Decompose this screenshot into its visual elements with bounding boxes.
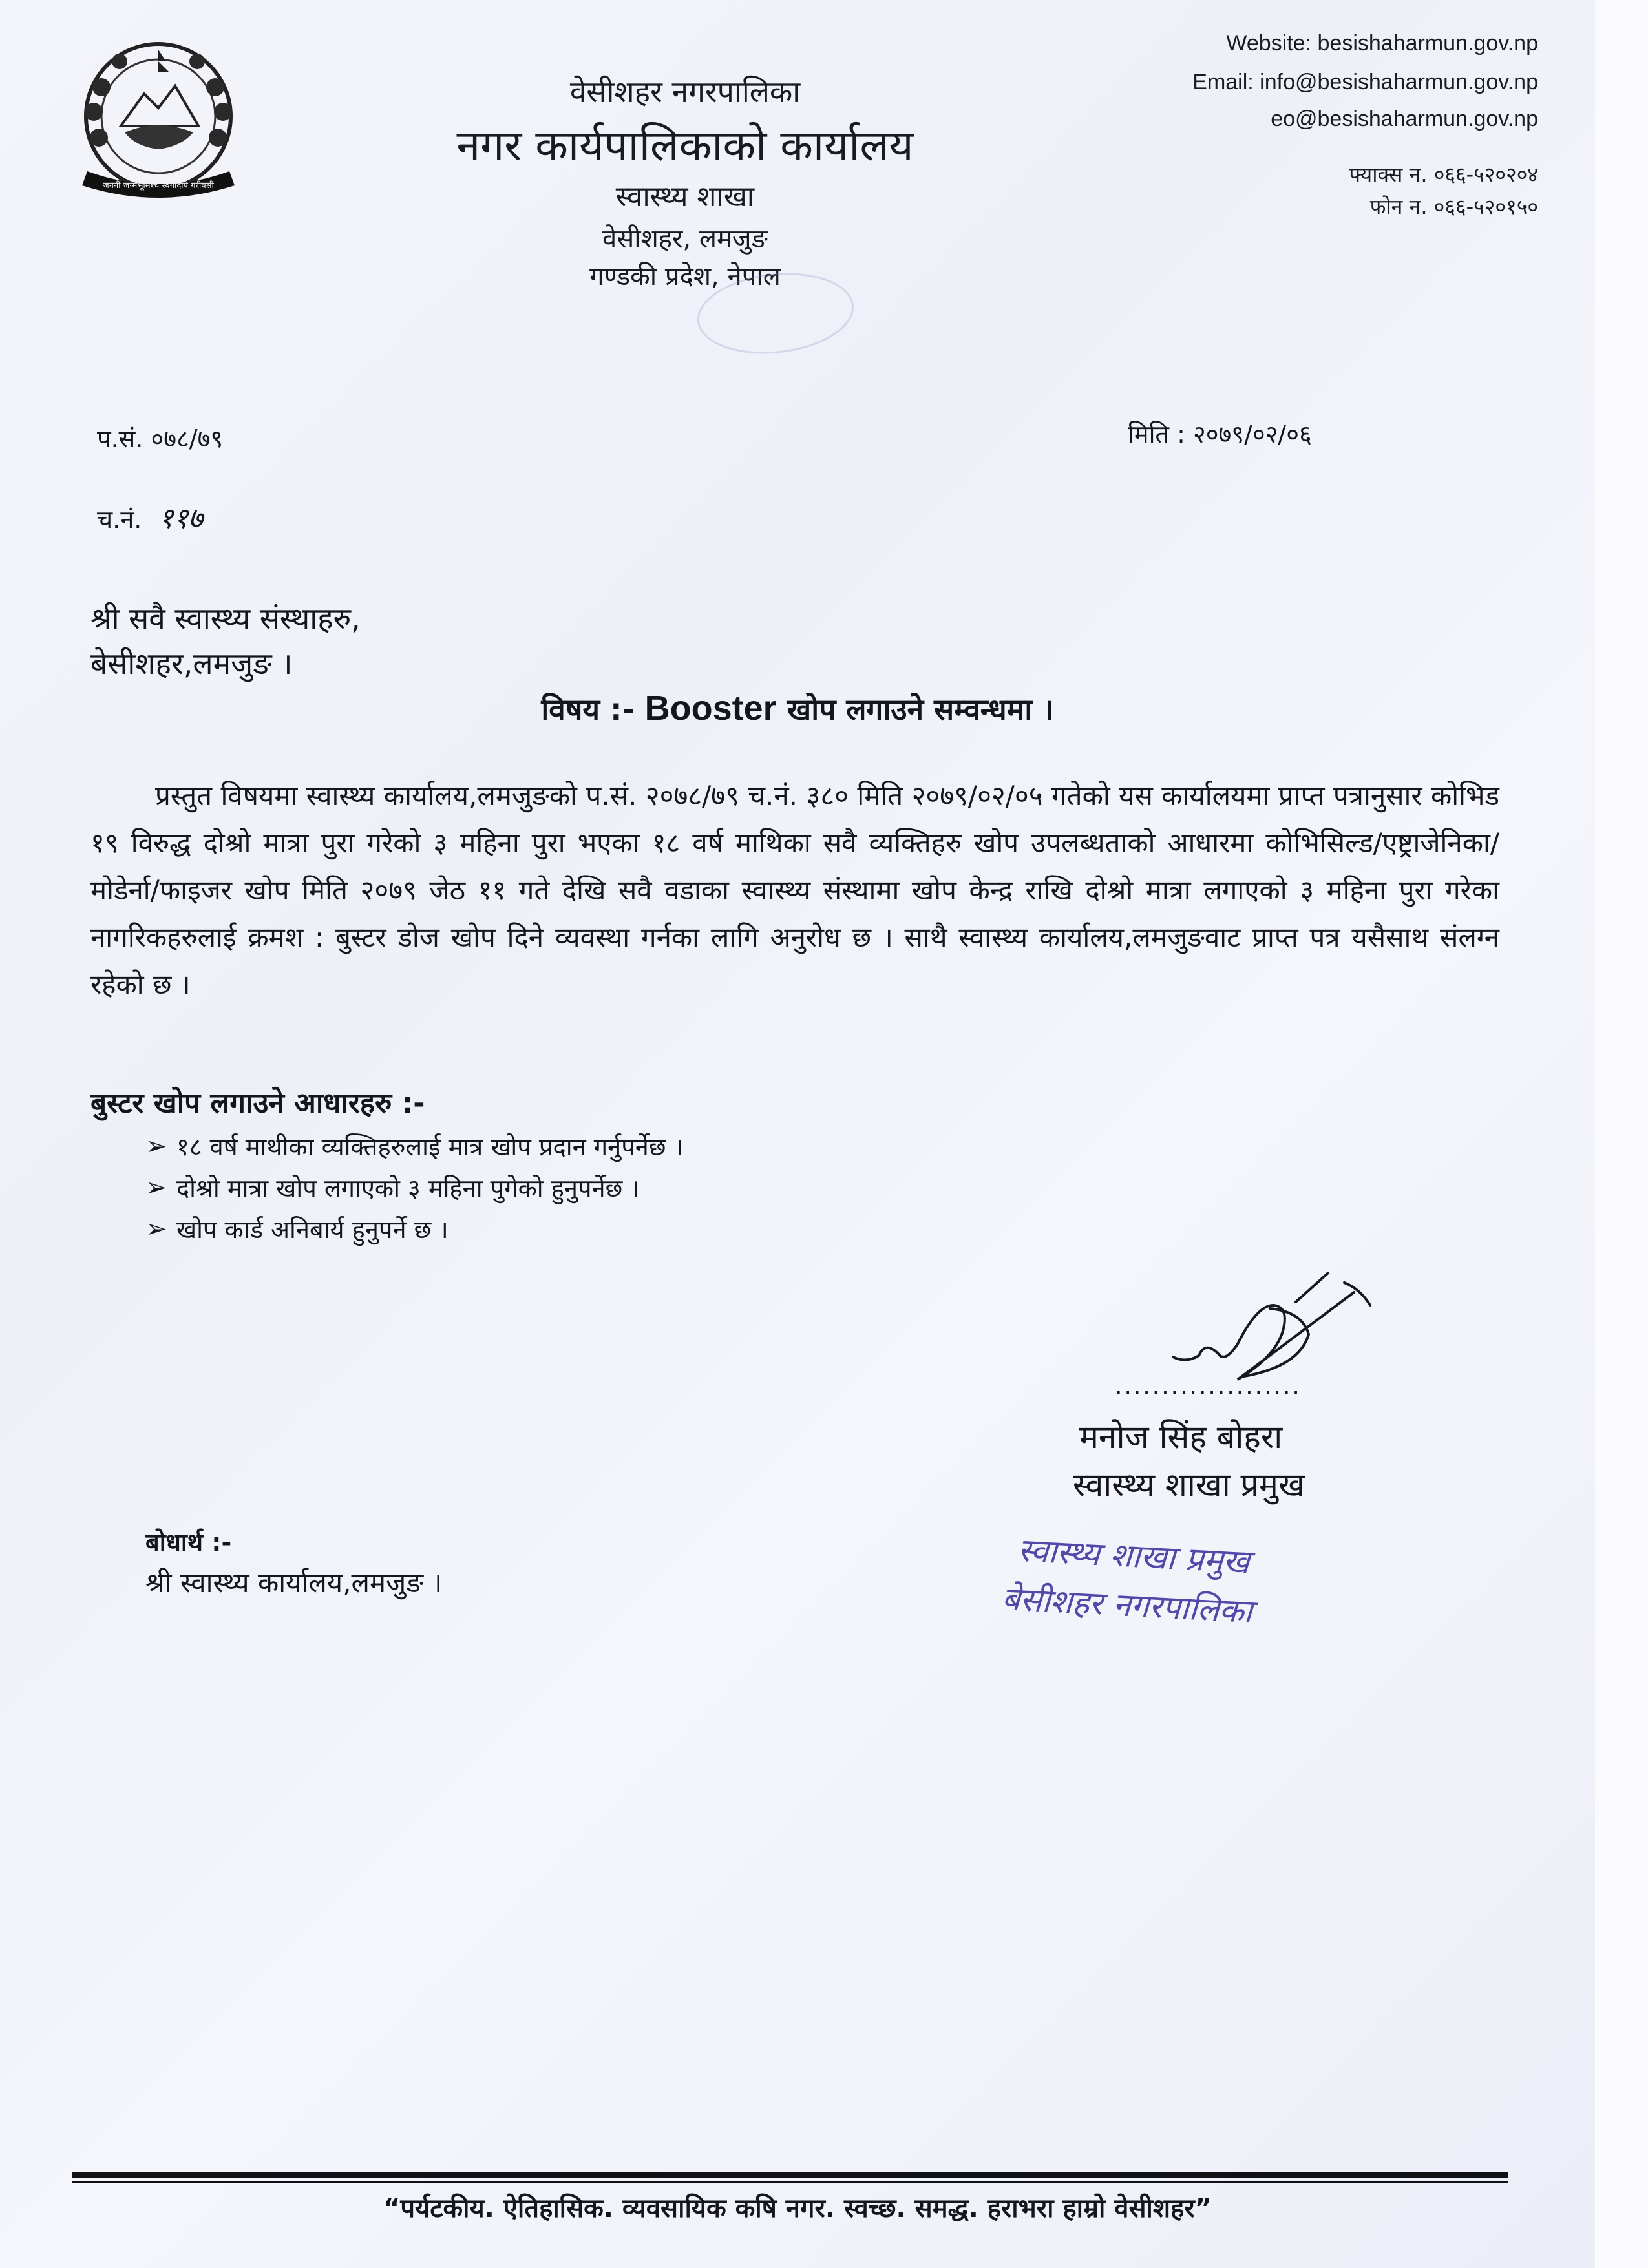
addressee-line-1: श्री सवै स्वास्थ्य संस्थाहरु, — [90, 601, 361, 636]
footer-motto: “पर्यटकीय. ऐतिहासिक. व्यवसायिक कषि नगर. स्वच्छ. समद्ध. हराभरा हाम्रो वेसीशहर” — [383, 2194, 1212, 2223]
body-paragraph: प्रस्तुत विषयमा स्वास्थ्य कार्यालय,लमजुङको प.सं. २०७८/७९ च.नं. ३८० मिति २०७९/०२/०५ गतेको यस कार्यालयमा प्राप्त पत्रानुसार कोभिड १९ विरुद्ध दोश्रो मात्रा पुरा गरेको ३ महिना पुरा भएका १८ वर्ष माथिका सवै व्यक्तिहरु खोप उपलब्धताको आधारमा कोभिसिल्ड/एष्ट्राजेनिका/मोडेर्ना/फाइजर खोप मिति २०७९ जेठ ११ गते देखि सवै वडाका स्वास्थ्य संस्थामा खोप केन्द्र राखि दोश्रो मात्रा लगाएको ३ महिना पुरा गरेका नागरिकहरुलाई क्रमश : बुस्टर डोज खोप दिने व्यवस्था गर्नका लागि अनुरोध छ । साथै स्वास्थ्य कार्यालय,लमजुङवाट प्राप्त पत्र यसैसाथ संलग्न रहेको छ । — [90, 780, 1499, 1000]
letter-body — [90, 772, 1499, 1008]
contact-email: Email: info@besishaharmun.gov.np — [1192, 70, 1538, 94]
addressee-line-2: बेसीशहर,लमजुङ । — [90, 646, 293, 681]
signer-name: मनोज सिंह बोहरा — [1079, 1418, 1283, 1456]
office-province: गण्डकी प्रदेश, नेपाल — [589, 262, 781, 291]
cc-recipient: श्री स्वास्थ्य कार्यालय,लमजुङ । — [145, 1567, 443, 1599]
svg-text:जननी जन्मभूमिश्च स्वर्गादपि गर: जननी जन्मभूमिश्च स्वर्गादपि गरीयसी — [103, 181, 214, 191]
cc-heading: बोधार्थ :- — [145, 1528, 232, 1557]
arrow-bullet-icon: ➢ — [145, 1214, 167, 1244]
footer-rule-thick — [72, 2172, 1508, 2178]
footer-rule-thin — [72, 2181, 1508, 2183]
faint-stamp-icon — [681, 256, 871, 371]
nepal-government-emblem-icon — [61, 36, 255, 204]
subject-latin-word: Booster — [644, 689, 777, 728]
list-item: ➢ खोप कार्ड अनिबार्य हुनुपर्ने छ । — [145, 1214, 449, 1244]
subject-suffix: खोप लगाउने सम्वन्धमा । — [787, 692, 1054, 727]
cn-label: च.नं. — [97, 505, 142, 534]
list-item: ➢ १८ वर्ष माथीका व्यक्तिहरुलाई मात्र खोप प्रदान गर्नुपर्नेछ । — [145, 1131, 684, 1161]
letter-date: मिति : २०७९/०२/०६ — [1128, 420, 1312, 448]
official-stamp-line-2: बेसीशहर नगरपालिका — [1000, 1579, 1254, 1631]
letter-cn-number — [97, 498, 203, 536]
scan-edge — [1595, 0, 1648, 2268]
basis-list — [145, 1126, 683, 1250]
office-name: नगर कार्यपालिकाको कार्यालय — [456, 121, 914, 171]
basis-heading: बुस्टर खोप लगाउने आधारहरु :- — [90, 1087, 425, 1120]
branch-name: स्वास्थ्य शाखा — [615, 180, 755, 213]
arrow-bullet-icon: ➢ — [145, 1173, 167, 1202]
official-stamp-line-1: स्वास्थ्य शाखा प्रमुख — [1017, 1531, 1251, 1581]
cn-value-handwritten: ११७ — [158, 502, 204, 535]
list-item: ➢ दोश्रो मात्रा खोप लगाएको ३ महिना पुगेको हुनुपर्नेछ । — [145, 1173, 640, 1202]
subject-prefix: विषय :- — [541, 692, 635, 727]
contact-website: Website: besishaharmun.gov.np — [1226, 31, 1538, 56]
signer-title: स्वास्थ्य शाखा प्रमुख — [1073, 1466, 1305, 1504]
signature-line: .................... — [1115, 1373, 1302, 1400]
letter-subject — [0, 688, 1595, 729]
letter-ps-number: प.सं. ०७८/७९ — [97, 425, 224, 453]
contact-email-secondary: eo@besishaharmun.gov.np — [1271, 107, 1538, 131]
office-location: वेसीशहर, लमजुङ — [602, 224, 768, 254]
contact-fax: फ्याक्स न. ०६६-५२०२०४ — [1349, 162, 1538, 187]
municipality-name: वेसीशहर नगरपालिका — [569, 74, 801, 109]
arrow-bullet-icon: ➢ — [145, 1131, 167, 1161]
contact-phone: फोन न. ०६६-५२०१५० — [1369, 194, 1538, 219]
